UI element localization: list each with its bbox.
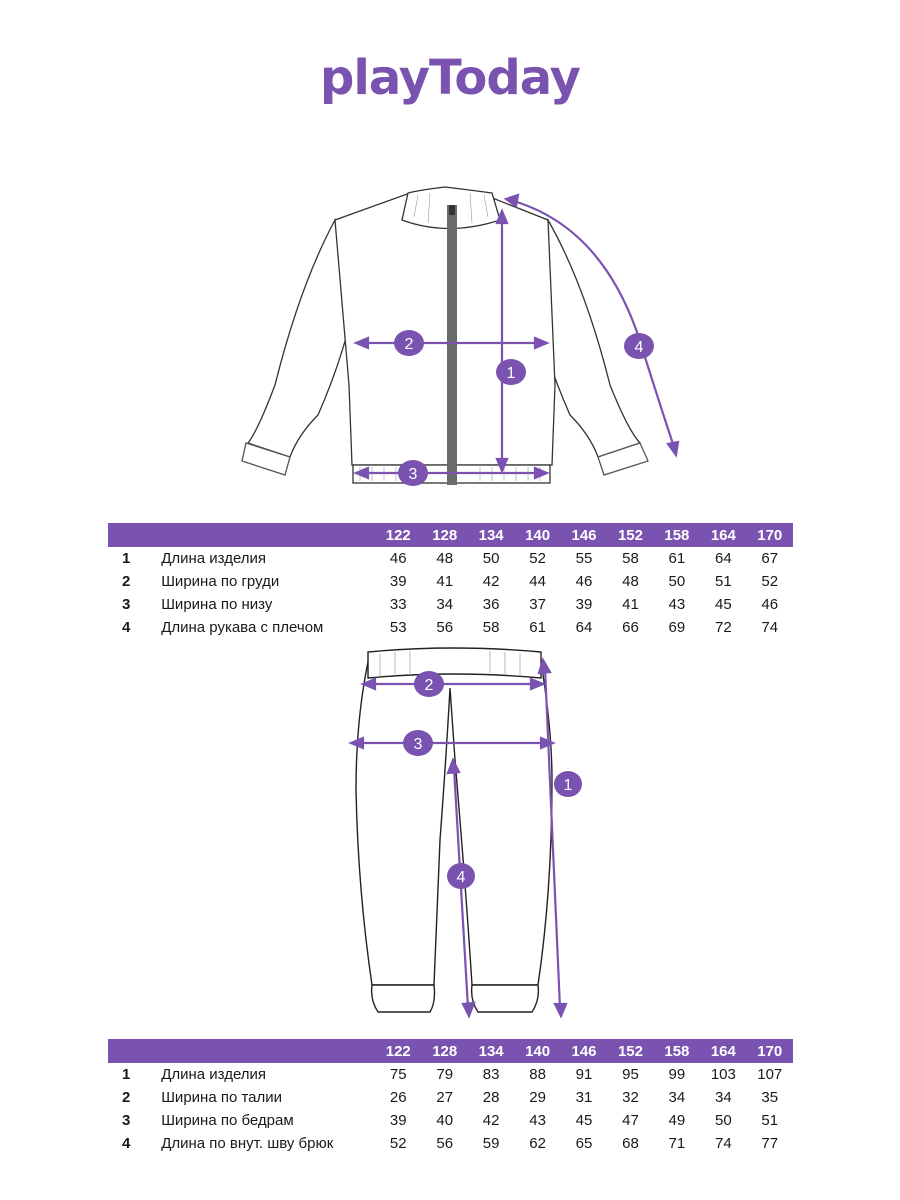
size-header-cell: 146 bbox=[561, 1039, 607, 1063]
size-header-cell: 134 bbox=[468, 523, 514, 547]
value-cell: 43 bbox=[529, 1112, 546, 1129]
row-label: Длина рукава с плечом bbox=[161, 619, 324, 636]
value-cell: 46 bbox=[761, 596, 779, 613]
row-number: 2 bbox=[122, 1089, 131, 1106]
value-cell: 72 bbox=[714, 619, 732, 636]
size-header-cell: 122 bbox=[375, 523, 421, 547]
row-number: 3 bbox=[122, 1112, 131, 1129]
pants-marker-2 bbox=[414, 671, 444, 697]
value-cell: 32 bbox=[622, 1089, 639, 1106]
pants-marker-1-label: 1 bbox=[563, 777, 573, 794]
value-cell: 77 bbox=[761, 1135, 779, 1152]
value-cell: 53 bbox=[389, 619, 407, 636]
value-cell: 46 bbox=[389, 550, 407, 567]
value-cell: 103 bbox=[710, 1066, 736, 1083]
value-cell: 31 bbox=[575, 1089, 593, 1106]
row-number: 2 bbox=[122, 573, 131, 590]
value-cell: 43 bbox=[668, 596, 686, 613]
table-row bbox=[108, 570, 793, 593]
value-cell: 41 bbox=[436, 573, 454, 590]
jacket-marker-2 bbox=[394, 330, 424, 356]
value-cell: 52 bbox=[529, 550, 546, 567]
pants-marker-4-label: 4 bbox=[456, 869, 466, 886]
value-cell: 45 bbox=[714, 596, 732, 613]
value-cell: 27 bbox=[436, 1089, 454, 1106]
table-row bbox=[108, 616, 793, 639]
value-cell: 50 bbox=[482, 550, 500, 567]
row-label: Длина изделия bbox=[161, 1066, 267, 1083]
value-cell: 29 bbox=[529, 1089, 546, 1106]
value-cell: 51 bbox=[761, 1112, 779, 1129]
value-cell: 39 bbox=[389, 573, 407, 590]
value-cell: 107 bbox=[757, 1066, 783, 1083]
size-header-cell: 152 bbox=[607, 523, 653, 547]
pants-size-header bbox=[108, 1039, 793, 1063]
size-header-cell: 128 bbox=[421, 523, 467, 547]
value-cell: 67 bbox=[761, 550, 779, 567]
value-cell: 49 bbox=[668, 1112, 686, 1129]
value-cell: 44 bbox=[529, 573, 546, 590]
size-header-cell: 140 bbox=[514, 1039, 560, 1063]
value-cell: 41 bbox=[622, 596, 639, 613]
jacket-size-table bbox=[108, 523, 793, 639]
value-cell: 34 bbox=[668, 1089, 686, 1106]
size-header-cell: 158 bbox=[654, 523, 700, 547]
jacket-drawing bbox=[0, 175, 900, 505]
size-header-cell: 128 bbox=[421, 1039, 467, 1063]
row-label: Ширина по низу bbox=[161, 596, 273, 613]
jacket-marker-4-label: 4 bbox=[634, 339, 644, 356]
row-label: Длина изделия bbox=[161, 550, 267, 567]
pants-size-table bbox=[108, 1039, 793, 1155]
table-row bbox=[108, 1132, 793, 1155]
pants-marker-1 bbox=[554, 771, 582, 797]
value-cell: 34 bbox=[436, 596, 454, 613]
value-cell: 46 bbox=[575, 573, 593, 590]
value-cell: 71 bbox=[668, 1135, 686, 1152]
value-cell: 88 bbox=[529, 1066, 546, 1083]
value-cell: 99 bbox=[668, 1066, 686, 1083]
value-cell: 42 bbox=[482, 1112, 500, 1129]
size-header-cell: 134 bbox=[468, 1039, 514, 1063]
value-cell: 64 bbox=[575, 619, 593, 636]
value-cell: 28 bbox=[482, 1089, 500, 1106]
value-cell: 36 bbox=[482, 596, 500, 613]
row-number: 1 bbox=[122, 550, 131, 567]
row-label: Ширина по талии bbox=[161, 1089, 283, 1106]
size-header-cell: 164 bbox=[700, 1039, 746, 1063]
table-row bbox=[108, 1063, 793, 1086]
brand-logo bbox=[0, 50, 900, 106]
table-row bbox=[108, 547, 793, 570]
value-cell: 34 bbox=[714, 1089, 732, 1106]
jacket-marker-2-label: 2 bbox=[404, 336, 414, 353]
size-header-cell: 158 bbox=[654, 1039, 700, 1063]
row-number: 4 bbox=[122, 619, 131, 636]
jacket-marker-1-label: 1 bbox=[506, 365, 516, 382]
row-label: Ширина по бедрам bbox=[161, 1112, 294, 1129]
value-cell: 62 bbox=[529, 1135, 546, 1152]
value-cell: 33 bbox=[389, 596, 407, 613]
value-cell: 58 bbox=[482, 619, 500, 636]
value-cell: 37 bbox=[529, 596, 546, 613]
jacket-marker-3-label: 3 bbox=[408, 466, 418, 483]
size-header-cell: 140 bbox=[514, 523, 560, 547]
value-cell: 79 bbox=[436, 1066, 454, 1083]
jacket-marker-3 bbox=[398, 460, 428, 486]
value-cell: 55 bbox=[575, 550, 593, 567]
size-header-cell: 152 bbox=[607, 1039, 653, 1063]
value-cell: 51 bbox=[714, 573, 732, 590]
jacket-marker-4 bbox=[624, 333, 654, 359]
size-header-cell: 164 bbox=[700, 523, 746, 547]
value-cell: 68 bbox=[622, 1135, 639, 1152]
row-label: Длина по внут. шву брюк bbox=[161, 1135, 334, 1152]
row-label: Ширина по груди bbox=[161, 573, 280, 590]
value-cell: 40 bbox=[436, 1112, 454, 1129]
table-row bbox=[108, 1109, 793, 1132]
value-cell: 74 bbox=[714, 1135, 732, 1152]
value-cell: 48 bbox=[436, 550, 454, 567]
value-cell: 61 bbox=[529, 619, 546, 636]
size-header-cell: 146 bbox=[561, 523, 607, 547]
value-cell: 74 bbox=[761, 619, 779, 636]
table-row bbox=[108, 1086, 793, 1109]
brand-name: playToday bbox=[320, 50, 580, 106]
value-cell: 45 bbox=[575, 1112, 593, 1129]
value-cell: 66 bbox=[622, 619, 639, 636]
row-number: 3 bbox=[122, 596, 131, 613]
value-cell: 95 bbox=[622, 1066, 639, 1083]
value-cell: 56 bbox=[436, 619, 454, 636]
value-cell: 35 bbox=[761, 1089, 779, 1106]
size-header-cell: 122 bbox=[375, 1039, 421, 1063]
jacket-size-header bbox=[108, 523, 793, 547]
value-cell: 65 bbox=[575, 1135, 593, 1152]
pants-marker-3-label: 3 bbox=[413, 736, 423, 753]
row-number: 4 bbox=[122, 1135, 131, 1152]
value-cell: 52 bbox=[389, 1135, 407, 1152]
value-cell: 56 bbox=[436, 1135, 454, 1152]
row-number: 1 bbox=[122, 1066, 131, 1083]
value-cell: 50 bbox=[714, 1112, 732, 1129]
value-cell: 39 bbox=[575, 596, 593, 613]
value-cell: 42 bbox=[482, 573, 500, 590]
pants-drawing bbox=[0, 640, 900, 1025]
value-cell: 50 bbox=[668, 573, 686, 590]
value-cell: 69 bbox=[668, 619, 686, 636]
value-cell: 58 bbox=[622, 550, 639, 567]
value-cell: 91 bbox=[575, 1066, 593, 1083]
value-cell: 48 bbox=[622, 573, 639, 590]
size-header-cell: 170 bbox=[747, 523, 793, 547]
value-cell: 83 bbox=[482, 1066, 500, 1083]
table-row bbox=[108, 593, 793, 616]
value-cell: 47 bbox=[622, 1112, 639, 1129]
size-header-cell: 170 bbox=[747, 1039, 793, 1063]
jacket-marker-1 bbox=[496, 359, 526, 385]
value-cell: 64 bbox=[714, 550, 732, 567]
value-cell: 75 bbox=[389, 1066, 407, 1083]
pants-marker-4 bbox=[447, 863, 475, 889]
value-cell: 61 bbox=[668, 550, 686, 567]
value-cell: 39 bbox=[389, 1112, 407, 1129]
pants-marker-3 bbox=[403, 730, 433, 756]
value-cell: 52 bbox=[761, 573, 779, 590]
value-cell: 26 bbox=[389, 1089, 407, 1106]
pants-marker-2-label: 2 bbox=[424, 677, 434, 694]
value-cell: 59 bbox=[482, 1135, 500, 1152]
